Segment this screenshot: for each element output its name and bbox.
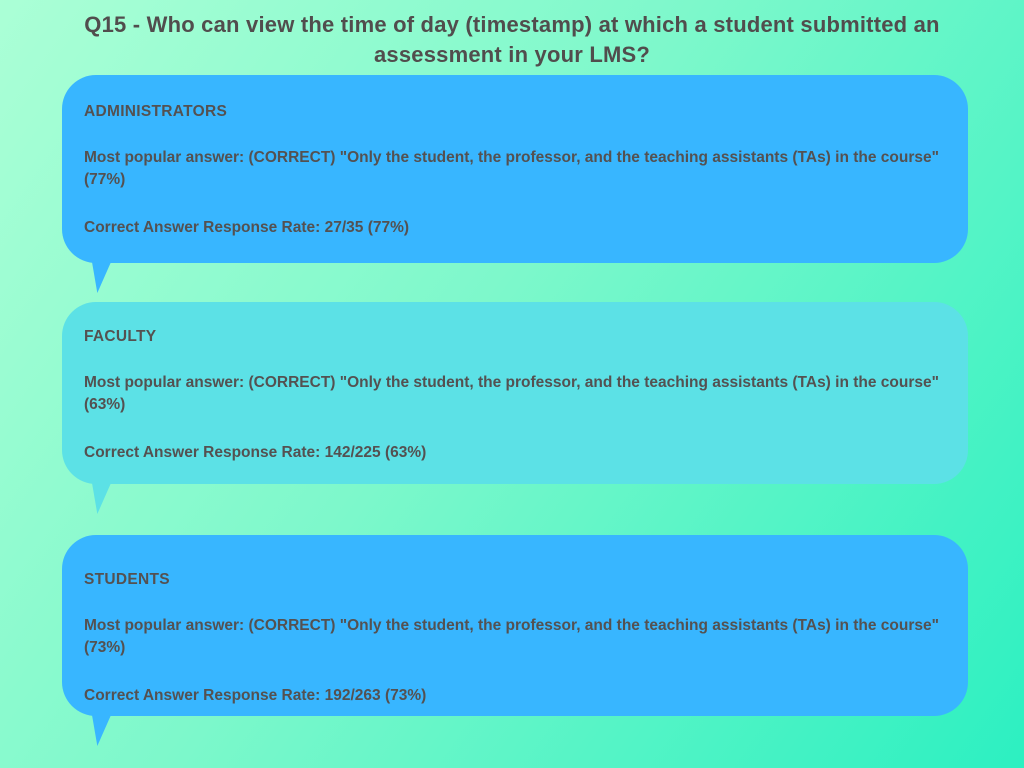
response-rate-administrators: Correct Answer Response Rate: 27/35 (77%): [84, 219, 410, 236]
response-rate-students: Correct Answer Response Rate: 192/263 (73%): [84, 687, 427, 704]
speech-bubble-administrators: [62, 75, 968, 263]
speech-bubble-tail: [92, 483, 111, 514]
question-title-line1: Q15 - Who can view the time of day (timestamp) at which a student submitted an: [84, 12, 940, 37]
group-name-faculty: FACULTY: [84, 328, 157, 345]
question-title: [0, 10, 1024, 70]
speech-bubble-faculty: [62, 302, 968, 484]
popular-answer-students: Most popular answer: (CORRECT) "Only the student, the professor, and the teaching assistants (TAs) in the course" (73%): [84, 617, 939, 656]
response-rate-faculty: Correct Answer Response Rate: 142/225 (63%): [84, 444, 427, 461]
question-title-line2: assessment in your LMS?: [373, 42, 650, 67]
group-name-administrators: ADMINISTRATORS: [84, 103, 228, 120]
popular-answer-faculty: Most popular answer: (CORRECT) "Only the student, the professor, and the teaching assistants (TAs) in the course" (63%): [84, 374, 939, 413]
speech-bubble-students: [62, 535, 968, 716]
speech-bubble-tail: [92, 715, 111, 746]
speech-bubble-tail: [92, 262, 111, 293]
popular-answer-administrators: Most popular answer: (CORRECT) "Only the student, the professor, and the teaching assistants (TAs) in the course" (77%): [84, 149, 939, 188]
group-name-students: STUDENTS: [84, 571, 170, 588]
